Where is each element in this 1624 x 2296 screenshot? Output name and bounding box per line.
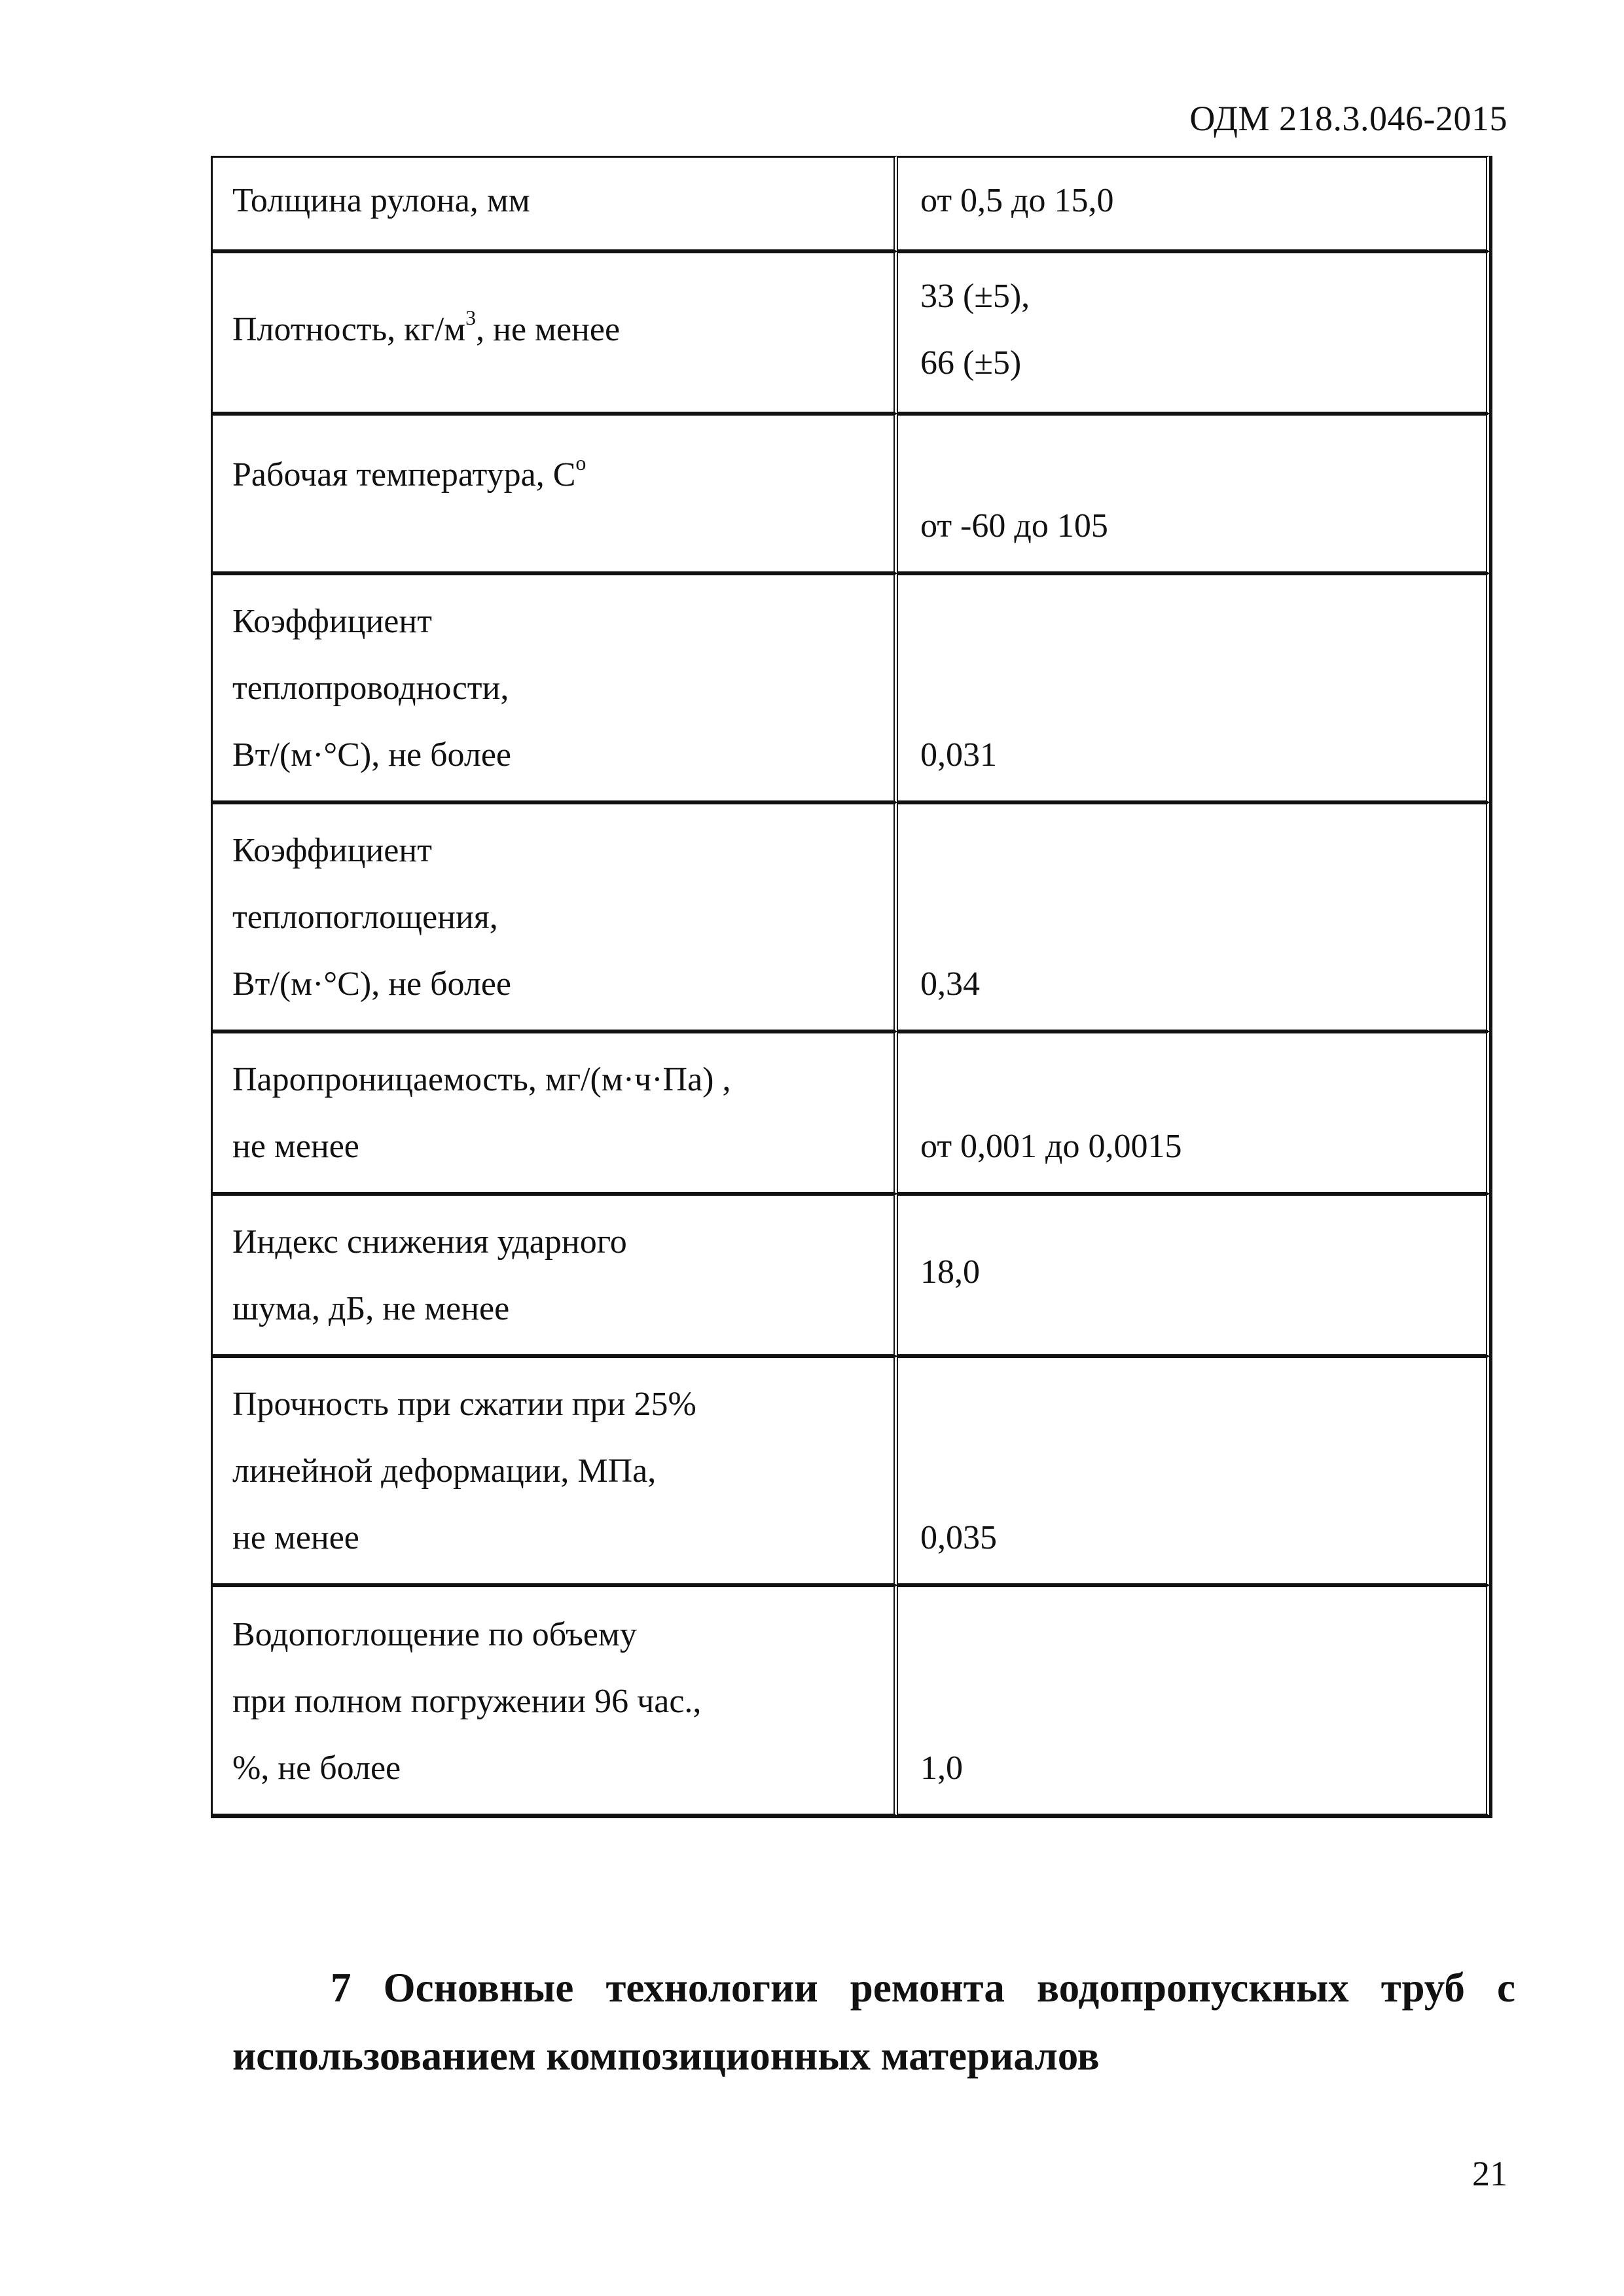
param-text: теплопроводности, [232, 670, 509, 707]
superscript-degree: о [575, 450, 586, 475]
value-text: от -60 до 105 [920, 507, 1108, 545]
param-cell [211, 1585, 898, 1816]
param-cell [211, 1194, 898, 1356]
param-cell [211, 1356, 898, 1585]
param-cell [211, 156, 898, 251]
table-row [211, 573, 1490, 802]
value-cell [898, 251, 1490, 414]
value-cell [898, 1031, 1490, 1194]
value-cell [898, 1356, 1490, 1585]
param-text: Вт/(м·°С), не более [232, 736, 511, 774]
param-text: Водопоглощение по объему [232, 1616, 637, 1653]
document-code: ОДМ 218.3.046-2015 [1189, 99, 1507, 138]
value-cell [898, 1585, 1490, 1816]
param-text: %, не более [232, 1749, 401, 1787]
table-row [211, 156, 1490, 251]
value-cell [898, 802, 1490, 1031]
properties-table [211, 156, 1492, 1818]
param-text: Толщина рулона, мм [232, 182, 530, 219]
table-row [211, 1356, 1490, 1585]
value-cell [898, 156, 1490, 251]
param-cell [211, 802, 898, 1031]
table-row [211, 414, 1490, 573]
param-text: Паропроницаемость, мг/(м·ч·Па) , [232, 1061, 731, 1098]
param-text: при полном погружении 96 час., [232, 1683, 702, 1720]
table-row [211, 1194, 1490, 1356]
value-cell [898, 414, 1490, 573]
param-text: Индекс снижения ударного [232, 1223, 627, 1261]
param-cell [211, 573, 898, 802]
param-text: Прочность при сжатии при 25% [232, 1386, 696, 1423]
section-heading-text: 7 Основные технологии ремонта водопропускных труб с использованием композиционных материалов [232, 1965, 1515, 2079]
value-text: от 0,001 до 0,0015 [920, 1128, 1182, 1165]
table-row [211, 1585, 1490, 1816]
param-text: Коэффициент [232, 832, 432, 869]
param-text: не менее [232, 1128, 359, 1165]
value-text: 66 (±5) [920, 344, 1022, 382]
section-heading [232, 1954, 1515, 2090]
value-text: 0,34 [920, 965, 980, 1003]
param-text: Рабочая температура, $С^о$ [232, 450, 586, 493]
table-row [211, 1031, 1490, 1194]
value-text: 0,035 [920, 1519, 997, 1556]
table-row [211, 802, 1490, 1031]
page-number: 21 [1472, 2154, 1507, 2193]
param-text: Коэффициент [232, 603, 432, 640]
value-cell [898, 573, 1490, 802]
param-cell [211, 1031, 898, 1194]
value-text: 1,0 [920, 1749, 963, 1787]
value-text: 18,0 [920, 1253, 980, 1291]
param-text: теплопоглощения, [232, 899, 498, 936]
param-text: Плотность, $кг/м^3$, не менее [232, 305, 621, 348]
superscript-3: 3 [465, 305, 477, 329]
value-text: 0,031 [920, 736, 997, 774]
table-row [211, 251, 1490, 414]
value-cell [898, 1194, 1490, 1356]
param-text: не менее [232, 1519, 359, 1556]
param-cell [211, 414, 898, 573]
param-text: Вт/(м·°С), не более [232, 965, 511, 1003]
param-text: линейной деформации, МПа, [232, 1452, 657, 1490]
param-text: шума, дБ, не менее [232, 1290, 510, 1327]
param-cell [211, 251, 898, 414]
value-text: от 0,5 до 15,0 [920, 182, 1114, 219]
value-text: 33 (±5), [920, 278, 1030, 315]
